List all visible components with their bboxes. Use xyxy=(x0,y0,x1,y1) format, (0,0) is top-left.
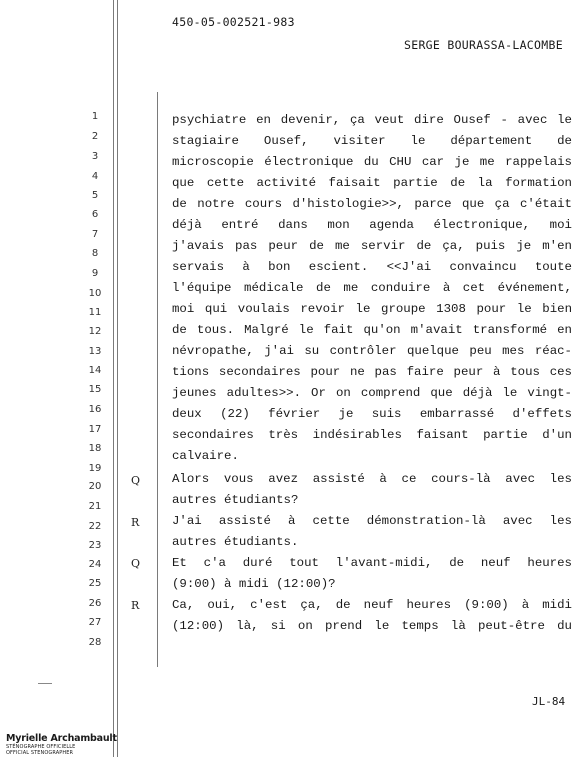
line-number: 9 xyxy=(91,268,99,279)
transcript-line: Alors vous avez assisté à ce cours-là avec les xyxy=(172,472,572,486)
line-number: 19 xyxy=(88,463,102,474)
left-margin-rule-1 xyxy=(113,0,114,757)
line-number: 25 xyxy=(88,578,102,589)
line-number: 20 xyxy=(88,481,102,492)
line-number: 23 xyxy=(88,540,102,551)
witness-name: SERGE BOURASSA-LACOMBE xyxy=(404,38,563,52)
transcript-line: jeunes adultes>>. Or on comprend que déjà le vingt- xyxy=(172,386,572,400)
transcript-line: deux (22) février je suis embarrassé d'effets xyxy=(172,407,572,421)
transcript-line: (12:00) là, si on prend le temps là peut-être du xyxy=(172,619,572,633)
transcript-line: tions secondaires pour ne pas faire peur à tous ces xyxy=(172,365,572,379)
transcript-line: j'avais pas peur de me servir de ça, puis je m'en xyxy=(172,239,572,253)
transcript-line: Ca, oui, c'est ça, de neuf heures (9:00) à midi xyxy=(172,598,572,612)
line-number: 10 xyxy=(88,288,102,299)
transcript-line: stagiaire Ousef, visiter le département de xyxy=(172,134,572,148)
line-number: 13 xyxy=(88,346,102,357)
case-number: 450-05-002521-983 xyxy=(172,15,295,29)
line-number: 8 xyxy=(91,248,99,259)
transcript-line: l'équipe médicale de me conduire à cet événement, xyxy=(172,281,572,295)
page-code: JL-84 xyxy=(532,695,566,708)
line-number: 18 xyxy=(88,443,102,454)
transcript-line: J'ai assisté à cette démonstration-là avec les xyxy=(172,514,572,528)
transcript-line: microscopie électronique du CHU car je me rappelais xyxy=(172,155,572,169)
transcript-line: névropathe, j'ai su contrôler quelque peu mes réac- xyxy=(172,344,572,358)
line-number: 12 xyxy=(88,326,102,337)
transcript-line: psychiatre en devenir, ça veut dire Ousef - avec le xyxy=(172,113,572,127)
line-number: 27 xyxy=(88,617,102,628)
transcript-line: autres étudiants. xyxy=(172,535,299,549)
speaker-answer-marker: R xyxy=(131,599,140,612)
left-margin-rule-2 xyxy=(117,0,118,757)
line-number: 17 xyxy=(88,424,102,435)
reporter-title-en: OFFICIAL STENOGRAPHER xyxy=(6,750,74,756)
transcript-line: autres étudiants? xyxy=(172,493,299,507)
line-number: 28 xyxy=(88,637,102,648)
speaker-column-rule xyxy=(157,92,158,667)
line-number: 24 xyxy=(88,559,102,570)
line-number: 26 xyxy=(88,598,102,609)
transcript-line: calvaire. xyxy=(172,449,239,463)
speaker-question-marker: Q xyxy=(131,557,141,570)
transcript-line: de notre cours d'histologie>>, parce que ça c'était xyxy=(172,197,572,211)
reporter-title-fr: STÉNOGRAPHE OFFICIELLE xyxy=(6,744,76,750)
transcript-line: moi qui voulais revoir le groupe 1308 pour le bien xyxy=(172,302,572,316)
line-number: 2 xyxy=(91,131,99,142)
line-number: 21 xyxy=(88,501,102,512)
transcript-line: (9:00) à midi (12:00)? xyxy=(172,577,336,591)
line-number: 4 xyxy=(91,171,99,182)
line-number: 11 xyxy=(88,307,102,318)
transcript-line: que cette activité faisait partie de la formation xyxy=(172,176,572,190)
line-number: 6 xyxy=(91,209,99,220)
line-number: 3 xyxy=(91,151,99,162)
line-number: 22 xyxy=(88,521,102,532)
line-number: 1 xyxy=(91,111,99,122)
transcript-line: déjà entré dans mon agenda électronique, moi xyxy=(172,218,572,232)
line-number: 5 xyxy=(91,190,99,201)
transcript-line: servais à bon escient. <<J'ai convaincu toute xyxy=(172,260,572,274)
line-number: 7 xyxy=(91,229,99,240)
speaker-answer-marker: R xyxy=(131,516,140,529)
line-number: 15 xyxy=(88,384,102,395)
transcript-line: secondaires très indésirables faisant partie d'un xyxy=(172,428,572,442)
reporter-name: Myrielle Archambault xyxy=(6,733,117,744)
scan-mark xyxy=(38,683,52,684)
line-number: 16 xyxy=(88,404,102,415)
transcript-line: de tous. Malgré le fait qu'on m'avait transformé en xyxy=(172,323,572,337)
transcript-line: Et c'a duré tout l'avant-midi, de neuf heures xyxy=(172,556,572,570)
speaker-question-marker: Q xyxy=(131,474,141,487)
line-number: 14 xyxy=(88,365,102,376)
